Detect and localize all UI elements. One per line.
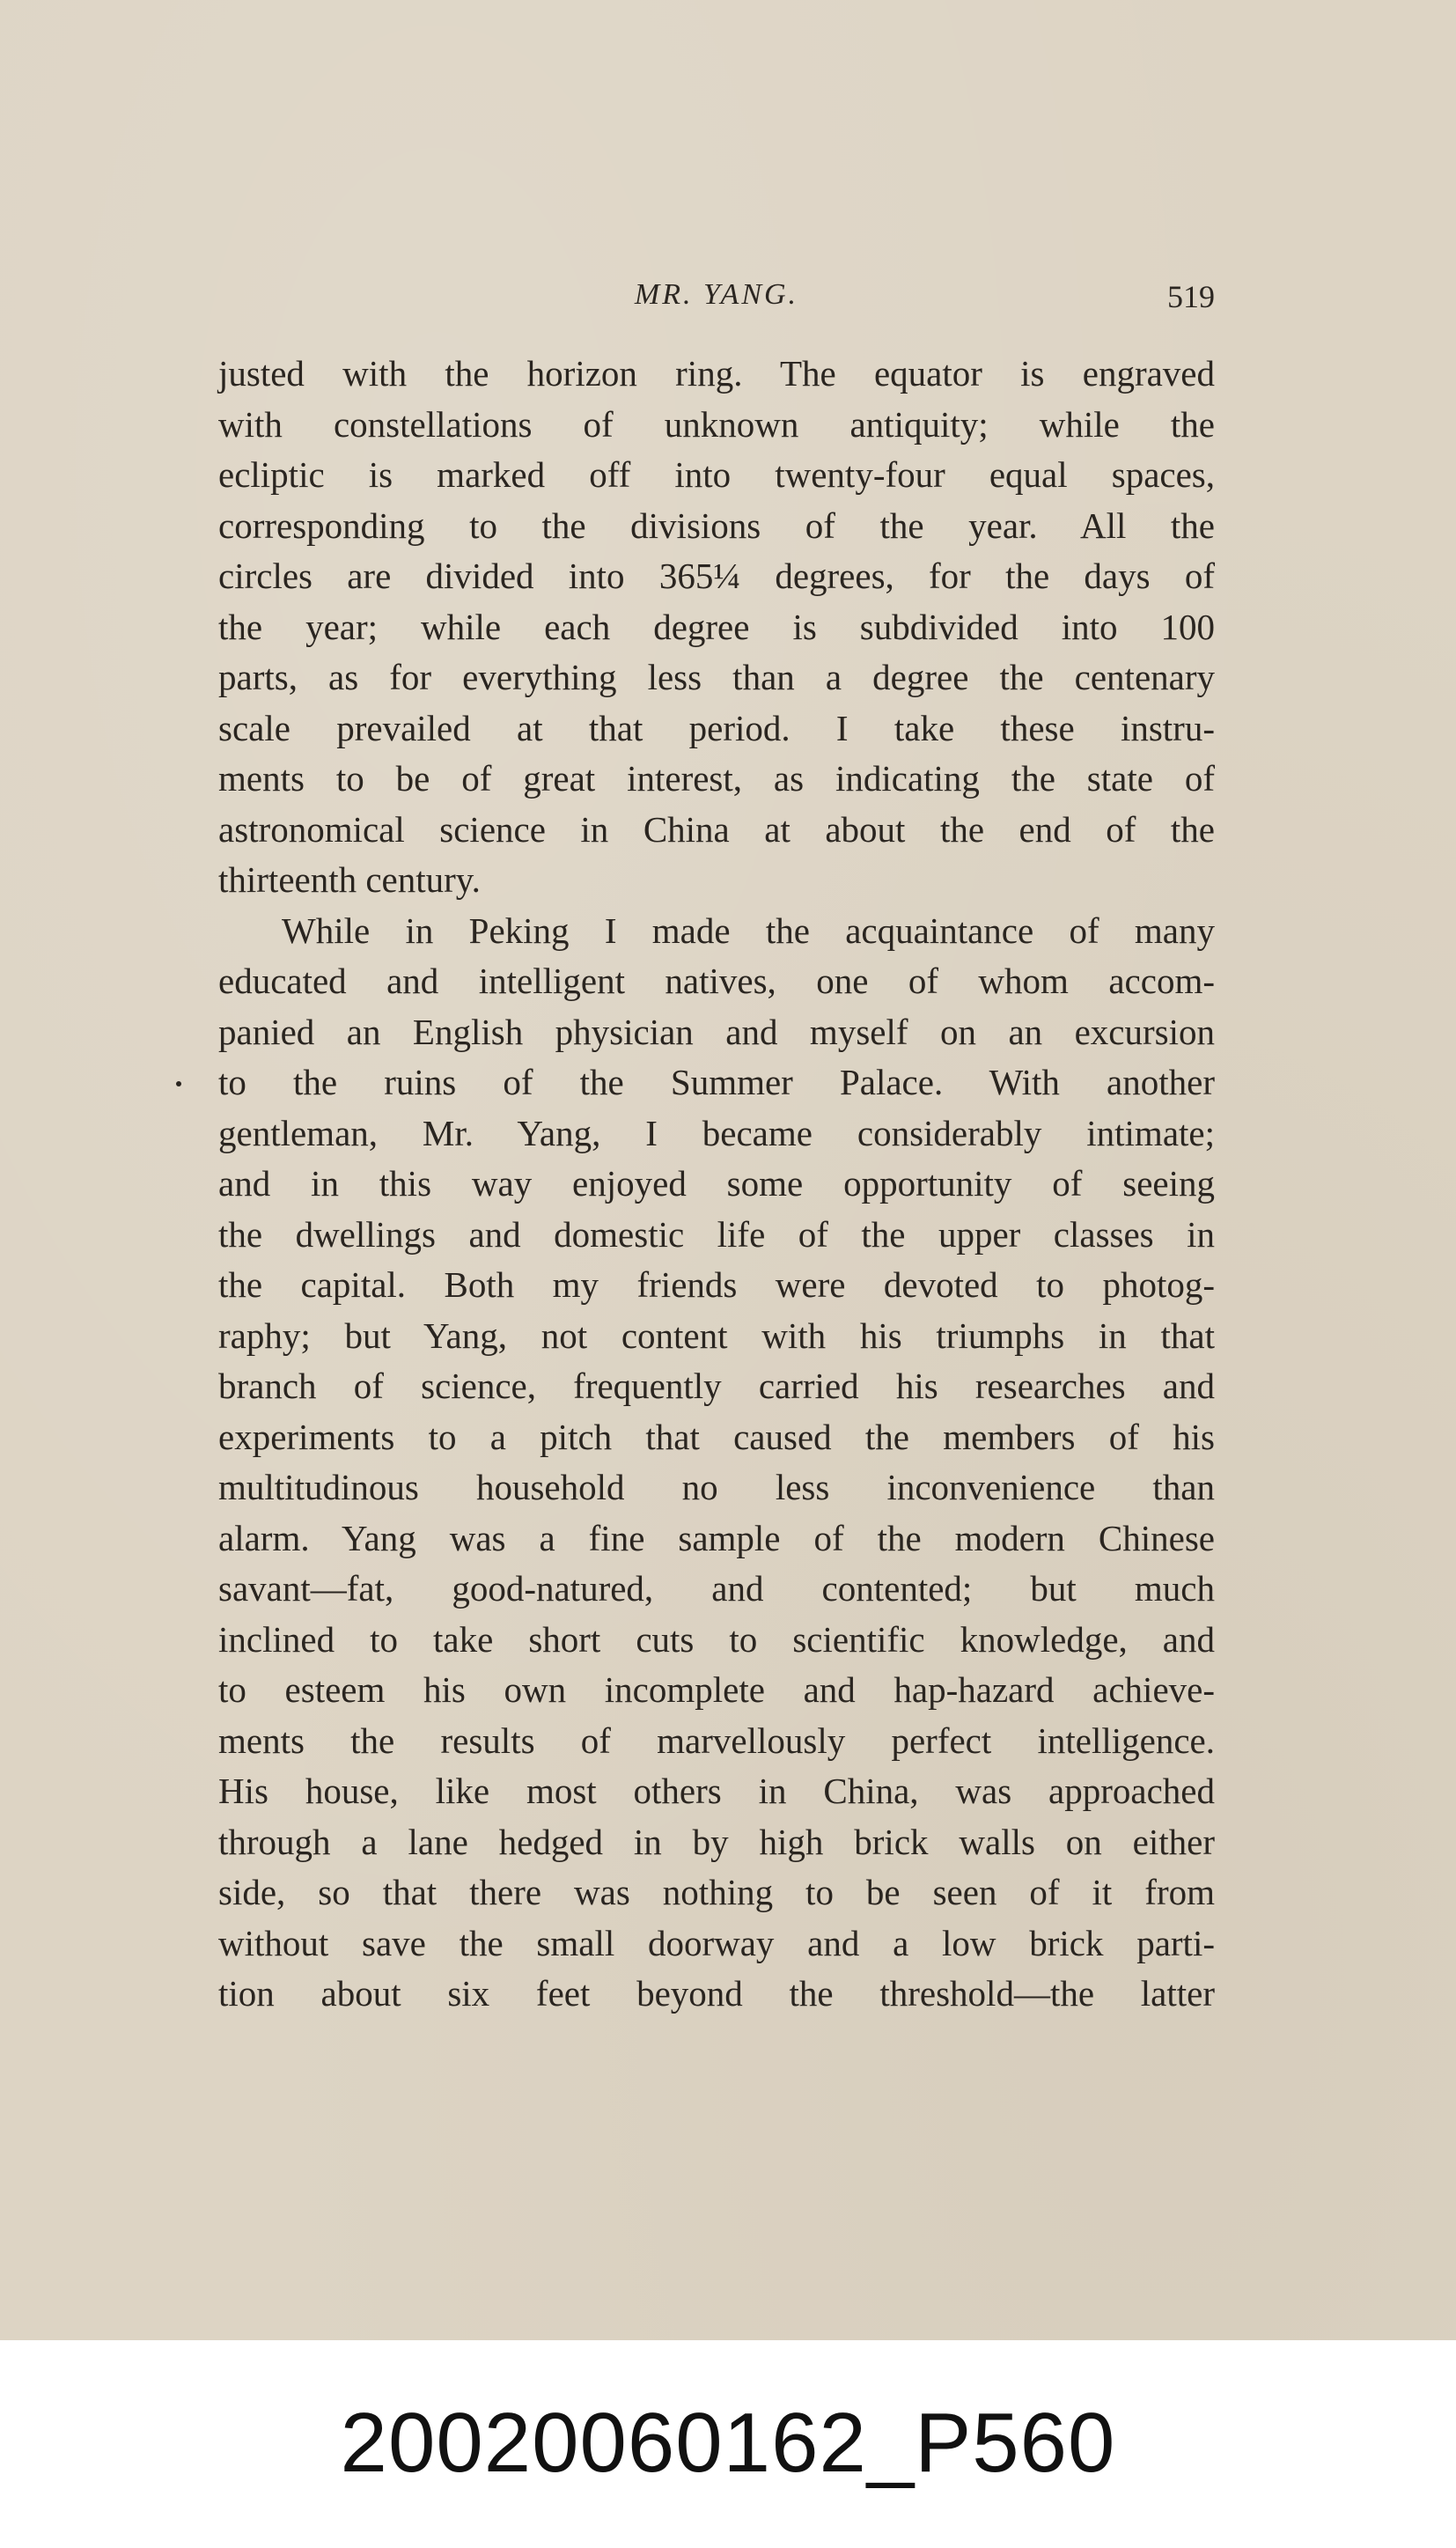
text-line: parts, as for everything less than a degree the centenary xyxy=(218,657,1215,697)
text-line: inclined to take short cuts to scientific knowledge, and xyxy=(218,1618,1215,1660)
text-line: educated and intelligent natives, one of whom accom- xyxy=(218,961,1215,1001)
text-line: ments to be of great interest, as indicating the state of xyxy=(218,758,1215,799)
stray-ink-mark xyxy=(176,1081,181,1086)
text-line: ecliptic is marked off into twenty-four equal spaces, xyxy=(218,454,1215,495)
text-line: branch of science, frequently carried his researches and xyxy=(218,1366,1215,1406)
text-line: without save the small doorway and a low brick parti- xyxy=(218,1922,1215,1963)
running-head xyxy=(218,278,1215,313)
text-line: panied an English physician and myself on an excursion xyxy=(218,1011,1215,1052)
body-text xyxy=(218,349,1215,2020)
text-line: experiments to a pitch that caused the members of his xyxy=(218,1416,1215,1457)
text-line: astronomical science in China at about the end of the xyxy=(218,808,1215,850)
text-line: corresponding to the divisions of the year. All the xyxy=(218,504,1215,546)
text-line: and in this way enjoyed some opportunity of seeing xyxy=(218,1163,1215,1204)
text-line: alarm. Yang was a fine sample of the modern Chinese xyxy=(218,1517,1215,1558)
text-line: with constellations of unknown antiquity; while the xyxy=(218,403,1215,445)
text-line: raphy; but Yang, not content with his triumphs in that xyxy=(218,1315,1215,1356)
text-line: justed with the horizon ring. The equator is engraved xyxy=(218,353,1215,394)
text-line: to esteem his own incomplete and hap-hazard achieve- xyxy=(218,1669,1215,1710)
text-line: tion about six feet beyond the threshold—the latter xyxy=(218,1973,1215,2014)
text-line: thirteenth century. xyxy=(218,859,481,900)
text-line: through a lane hedged in by high brick walls on either xyxy=(218,1821,1215,1862)
text-line: While in Peking I made the acquaintance of many xyxy=(282,909,1215,951)
text-line: scale prevailed at that period. I take these instru- xyxy=(218,707,1215,748)
running-title: MR. YANG. xyxy=(634,278,799,311)
scan-identifier: 20020060162_P560 xyxy=(340,2396,1116,2490)
text-line: the year; while each degree is subdivided into 100 xyxy=(218,606,1215,647)
text-line: side, so that there was nothing to be seen of it from xyxy=(218,1872,1215,1912)
text-line: multitudinous household no less inconvenience than xyxy=(218,1467,1215,1507)
text-line: circles are divided into 365¼ degrees, for the days of xyxy=(218,556,1215,596)
text-line: the capital. Both my friends were devoted to photog- xyxy=(218,1264,1215,1305)
text-line: savant—fat, good-natured, and contented; but much xyxy=(218,1568,1215,1609)
text-line: gentleman, Mr. Yang, I became considerably intimate; xyxy=(218,1112,1215,1153)
text-line: to the ruins of the Summer Palace. With another xyxy=(218,1062,1215,1102)
text-line: His house, like most others in China, was approached xyxy=(218,1771,1215,1811)
text-line: the dwellings and domestic life of the upper classes in xyxy=(218,1213,1215,1255)
text-line: ments the results of marvellously perfect intelligence. xyxy=(218,1720,1215,1761)
page-number: 519 xyxy=(1167,279,1215,314)
